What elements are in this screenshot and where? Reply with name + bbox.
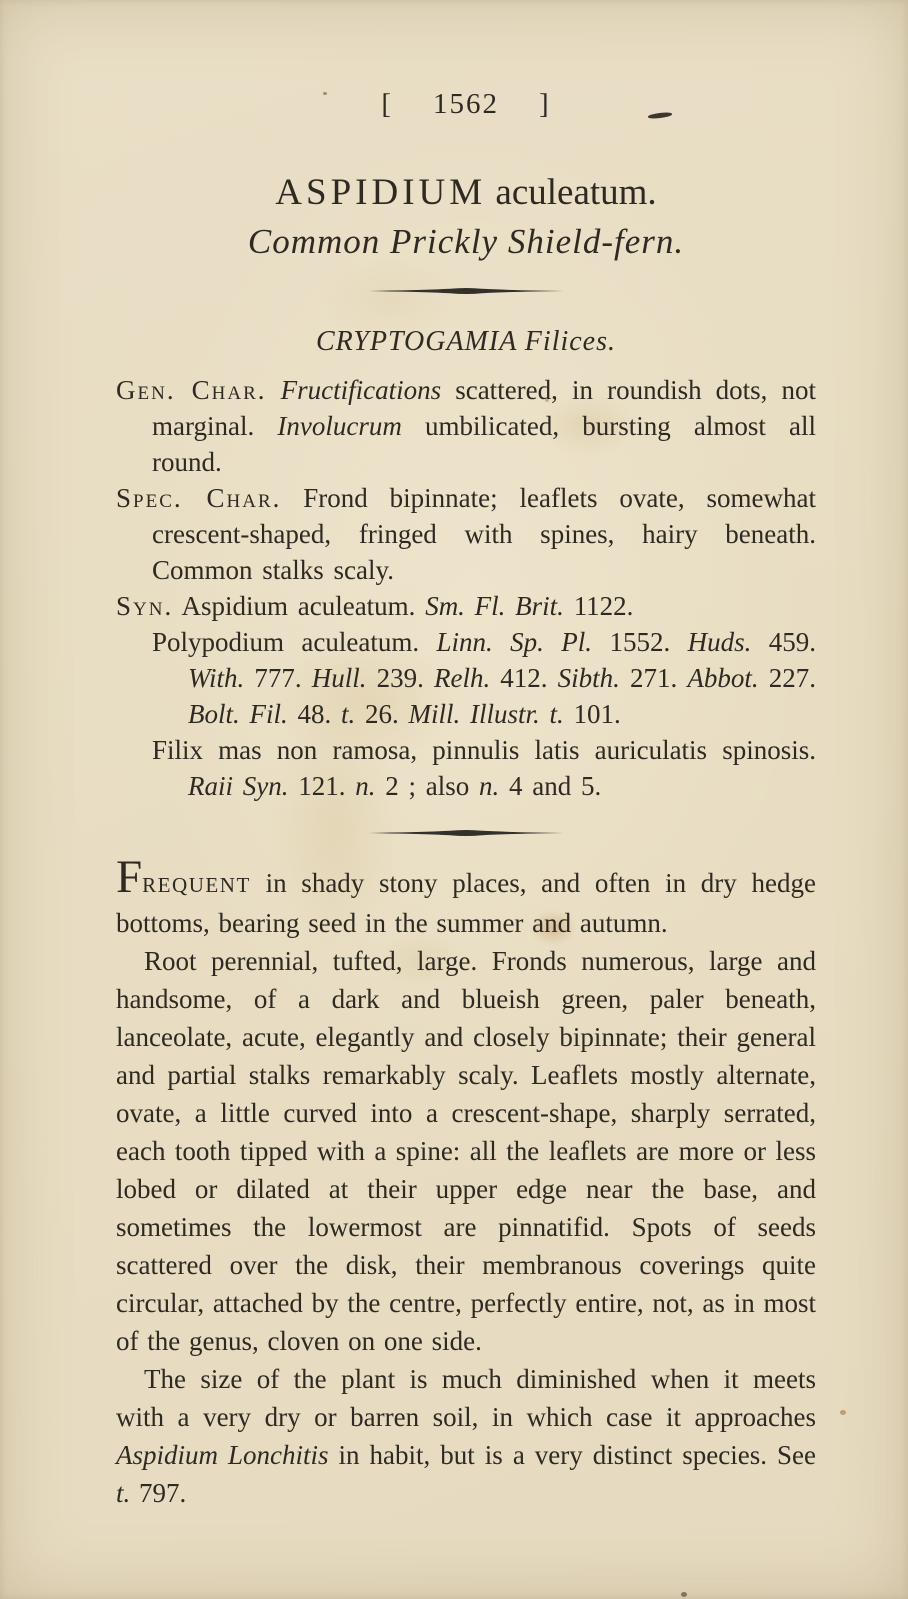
description-body — [116, 851, 817, 1512]
paper-speck — [681, 1592, 687, 1597]
specific-character-paragraph: Spec. Char. Frond bipinnate; leaflets ovate, somewhat crescent-shaped, fringed with spines, hairy beneath. Common stalks scaly. — [116, 483, 816, 585]
synonym-paragraph-2: Polypodium aculeatum. Linn. Sp. Pl. 1552. Huds. 459. With. 777. Hull. 239. Relh. 412. Sibth. 271. Abbot. 227. Bolt. Fil. 48. t. 26. Mill. Illustr. t. 101. — [152, 627, 817, 729]
synonym-paragraph-1: Syn. Aspidium aculeatum. Sm. Fl. Brit. 1122. — [116, 591, 634, 621]
morphology-paragraph: Root perennial, tufted, large. Fronds numerous, large and handsome, of a dark and blueish green, paler beneath, lanceolate, acute, elegantly and closely bipinnate; their general and partial stalks remarkably scaly. Leaflets mostly alternate, ovate, a little curved into a crescent-shape, sharply serrated, each tooth tipped with a spine: all the leaflets are more or less lobed or dilated at their upper edge near the base, and sometimes the lowermost are pinnatifid. Spots of seeds scattered over the disk, their membranous coverings quite circular, attached by the centre, perfectly entire, not, as in most of the genus, cloven on one side. — [116, 946, 816, 1356]
page-content — [116, 88, 816, 1512]
class-order-heading: CRYPTOGAMIA Filices. — [316, 326, 616, 357]
synonym-paragraph-3: Filix mas non ramosa, pinnulis latis auriculatis spinosis. Raii Syn. 121. n. 2 ; also n. 4 and 5. — [152, 735, 816, 801]
page-number-bracket-right: ] — [539, 88, 551, 120]
species-title: ASPIDIUM aculeatum. — [275, 172, 657, 213]
page-number-bracket-left: [ — [381, 88, 393, 120]
size-comparison-paragraph: The size of the plant is much diminished when it meets with a very dry or barren soil, in which case it approaches Aspidium Lonchitis in habit, but is a very distinct species. See t. 797. — [116, 1364, 817, 1508]
page-number-value: 1562 — [433, 88, 499, 120]
page-number — [116, 88, 816, 121]
habitat-paragraph: FREQUENT in shady stony places, and often in dry hedge bottoms, bearing seed in the summer and autumn. — [116, 851, 816, 938]
paper-speck — [840, 1410, 846, 1415]
tapered-rule-divider — [368, 828, 564, 838]
common-name-subtitle: Common Prickly Shield-fern. — [247, 222, 685, 261]
taxonomy-block — [116, 372, 816, 804]
tapered-rule-divider — [368, 286, 564, 296]
generic-character-paragraph: Gen. Char. Fructifications scattered, in roundish dots, not marginal. Involucrum umbilicated, bursting almost all round. — [116, 375, 817, 477]
